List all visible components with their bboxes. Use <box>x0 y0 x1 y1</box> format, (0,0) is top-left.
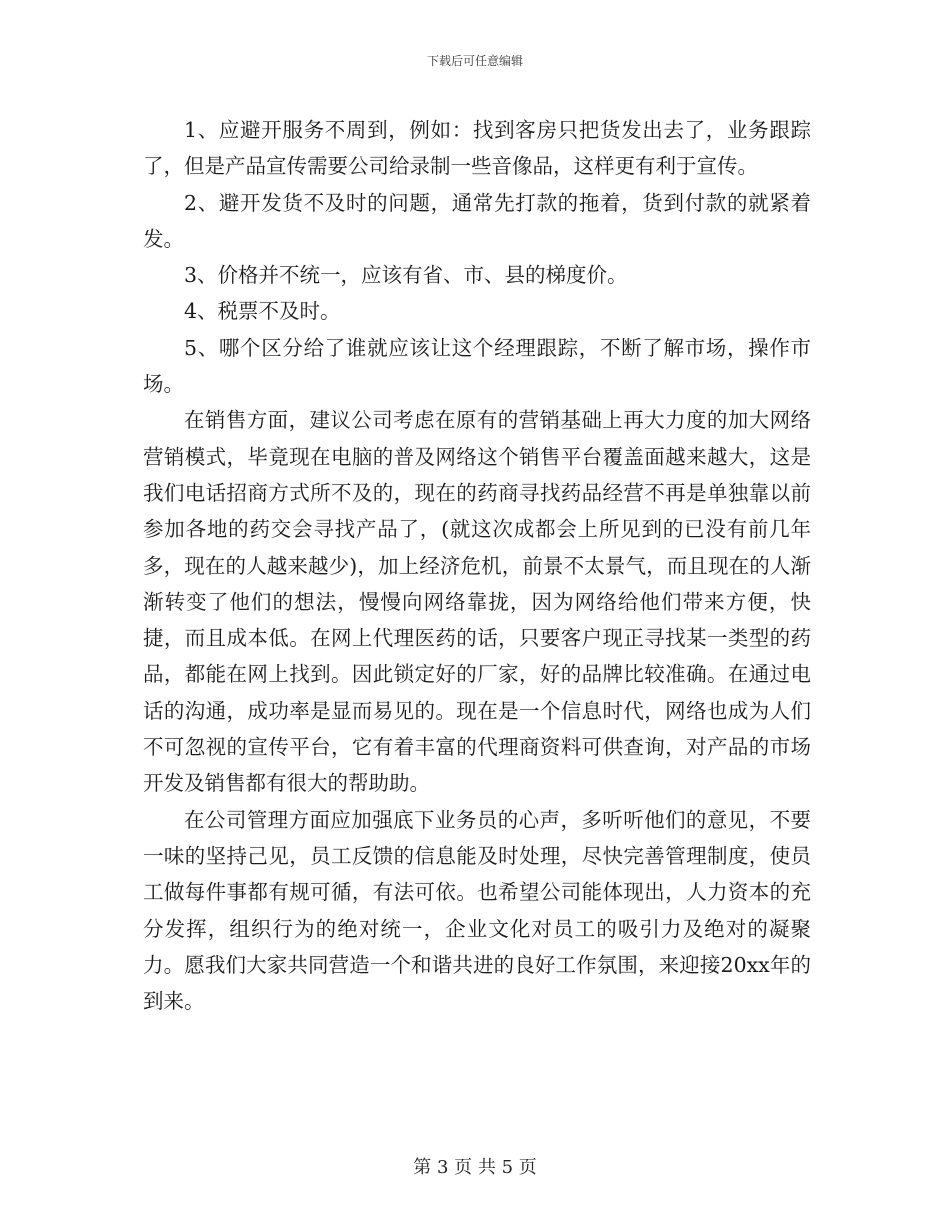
page-number-footer: 第 3 页 共 5 页 <box>413 1157 537 1178</box>
paragraph-item-2: 2、避开发货不及时的问题，通常先打款的拖着，货到付款的就紧着发。 <box>143 190 811 251</box>
page-header: 下载后可任意编辑 <box>426 54 523 68</box>
paragraph-management: 在公司管理方面应加强底下业务员的心声，多听听他们的意见，不要一味的坚持己见，员工反馈的信息能及时处理，尽快完善管理制度，使员工做每件事都有规可循，有法可依。也希望公司能体现出，人力资本的充分发挥，组织行为的绝对统一，企业文化对员工的吸引力及绝对的凝聚力。愿我们大家共同营造一个和谐共进的良好工作氛围，来迎接20xx年的到来。 <box>143 807 811 1014</box>
paragraph-item-3: 3、价格并不统一，应该有省、市、县的梯度价。 <box>184 263 628 288</box>
paragraph-sales: 在销售方面，建议公司考虑在原有的营销基础上再大力度的加大网络营销模式，毕竟现在电脑的普及网络这个销售平台覆盖面越来越大，这是我们电话招商方式所不及的，现在的药商寻找药品经营不再是单独靠以前参加各地的药交会寻找产品了，(就这次成都会上所见到的已没有前几年多，现在的人越来越少)，加上经济危机，前景不太景气，而且现在的人渐渐转变了他们的想法，慢慢向网络靠拢，因为网络给他们带来方便，快捷，而且成本低。在网上代理医药的话，只要客户现正寻找某一类型的药品，都能在网上找到。因此锁定好的厂家，好的品牌比较准确。在通过电话的沟通，成功率是显而易见的。现在是一个信息时代，网络也成为人们不可忽视的宣传平台，它有着丰富的代理商资料可供查询，对产品的市场开发及销售都有很大的帮助助。 <box>143 408 811 796</box>
paragraph-item-4: 4、税票不及时。 <box>184 299 341 324</box>
paragraph-item-1: 1、应避开服务不周到，例如：找到客房只把货发出去了，业务跟踪了，但是产品宣传需要公司给录制一些音像品，这样更有利于宣传。 <box>143 118 811 179</box>
paragraph-item-5: 5、哪个区分给了谁就应该让这个经理跟踪，不断了解市场，操作市场。 <box>143 335 811 397</box>
document-body <box>143 112 811 1019</box>
